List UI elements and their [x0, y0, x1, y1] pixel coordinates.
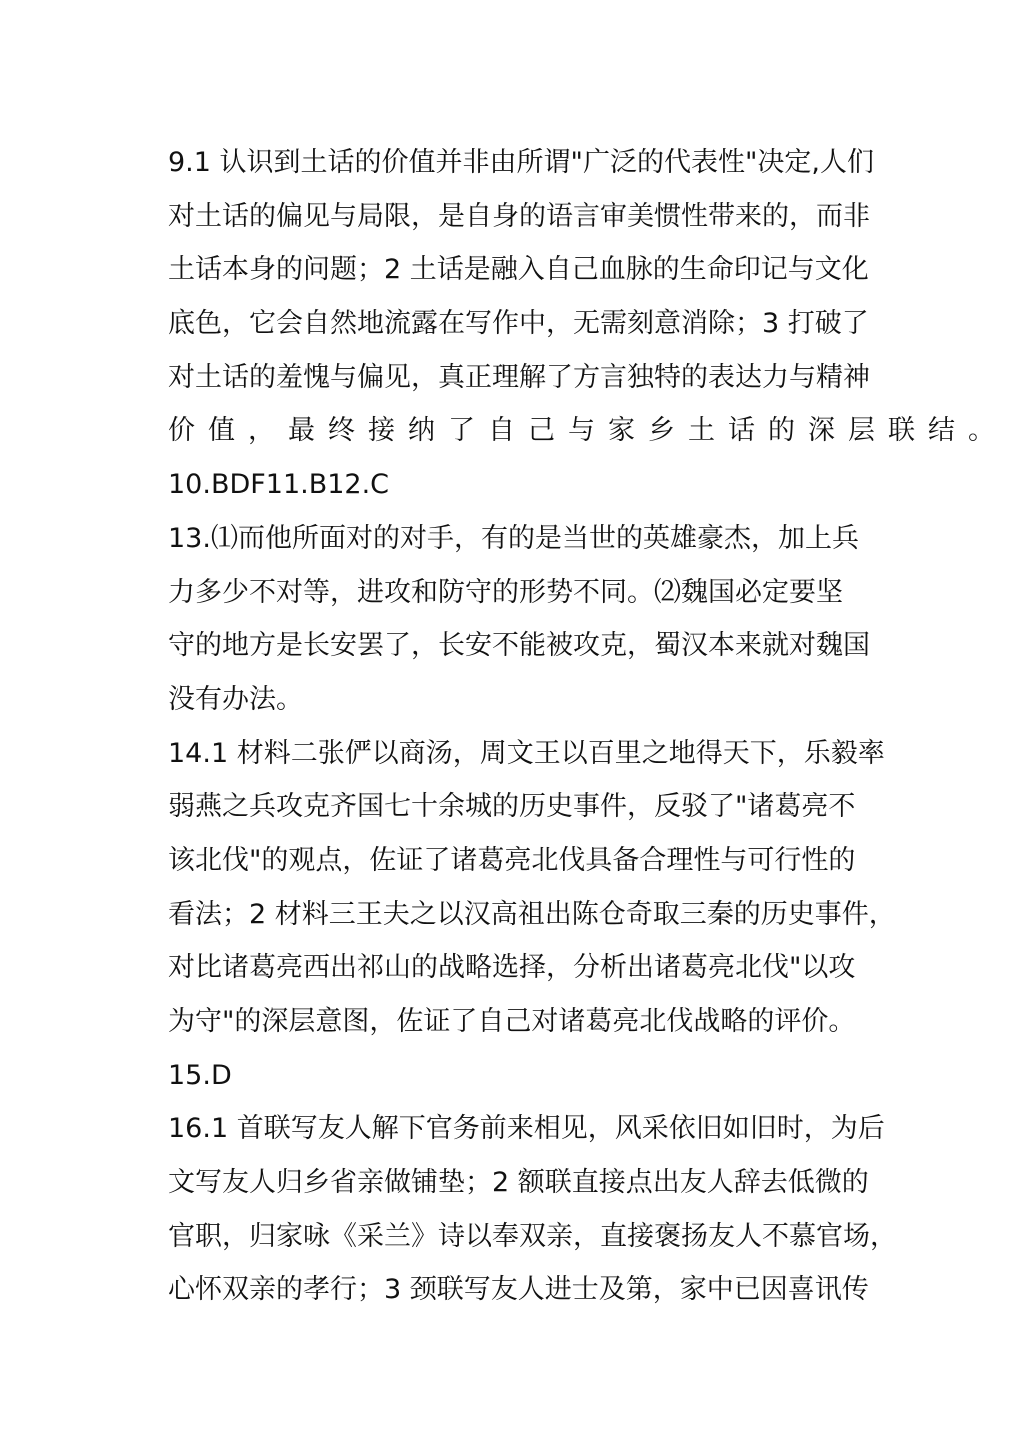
text-line: 9.1 认识到土话的价值并非由所谓"广泛的代表性"决定,人们	[168, 147, 874, 178]
text-line: 土话本身的问题；2 土话是融入自己血脉的生命印记与文化	[168, 254, 869, 286]
text-line: 守的地方是长安罢了，长安不能被攻克，蜀汉本来就对魏国	[168, 630, 870, 662]
answer-text-block	[168, 136, 1008, 1317]
text-line: 文写友人归乡省亲做铺垫；2 额联直接点出友人辞去低微的	[168, 1167, 869, 1199]
text-line: 13.⑴而他所面对的对手，有的是当世的英雄豪杰，加上兵	[168, 522, 859, 554]
text-line: 14.1 材料二张俨以商汤，周文王以百里之地得天下，乐毅率	[168, 737, 885, 769]
text-line: 为守"的深层意图，佐证了自己对诸葛亮北伐战略的评价。	[168, 1006, 856, 1037]
text-line: 心怀双亲的孝行；3 颈联写友人进士及第，家中已因喜讯传	[168, 1274, 869, 1306]
text-line: 官职，归家咏《采兰》诗以奉双亲，直接褒扬友人不慕官场，	[168, 1220, 897, 1252]
text-line: 对比诸葛亮西出祁山的战略选择，分析出诸葛亮北伐"以攻	[168, 952, 856, 984]
text-line: 对土话的羞愧与偏见，真正理解了方言独特的表达力与精神	[168, 361, 870, 393]
text-line: 15.D	[168, 1059, 232, 1091]
text-line: 对土话的偏见与局限，是自身的语言审美惯性带来的，而非	[168, 200, 870, 232]
text-line: 看法；2 材料三王夫之以汉高祖出陈仓奇取三秦的历史事件，	[168, 898, 896, 930]
text-line: 弱燕之兵攻克齐国七十余城的历史事件，反驳了"诸葛亮不	[168, 791, 856, 823]
text-line: 没有办法。	[168, 683, 303, 715]
text-line: 16.1 首联写友人解下官务前来相见，风采依旧如旧时，为后	[168, 1113, 885, 1145]
text-line: 该北伐"的观点，佐证了诸葛亮北伐具备合理性与可行性的	[168, 844, 856, 876]
text-line: 价值，最终接纳了自己与家乡土话的深层联结。	[168, 415, 1008, 447]
text-line: 10.BDF11.B12.C	[168, 469, 390, 501]
text-line: 底色，它会自然地流露在写作中，无需刻意消除；3 打破了	[168, 308, 869, 340]
text-line: 力多少不对等，进攻和防守的形势不同。⑵魏国必定要坚	[168, 576, 843, 608]
